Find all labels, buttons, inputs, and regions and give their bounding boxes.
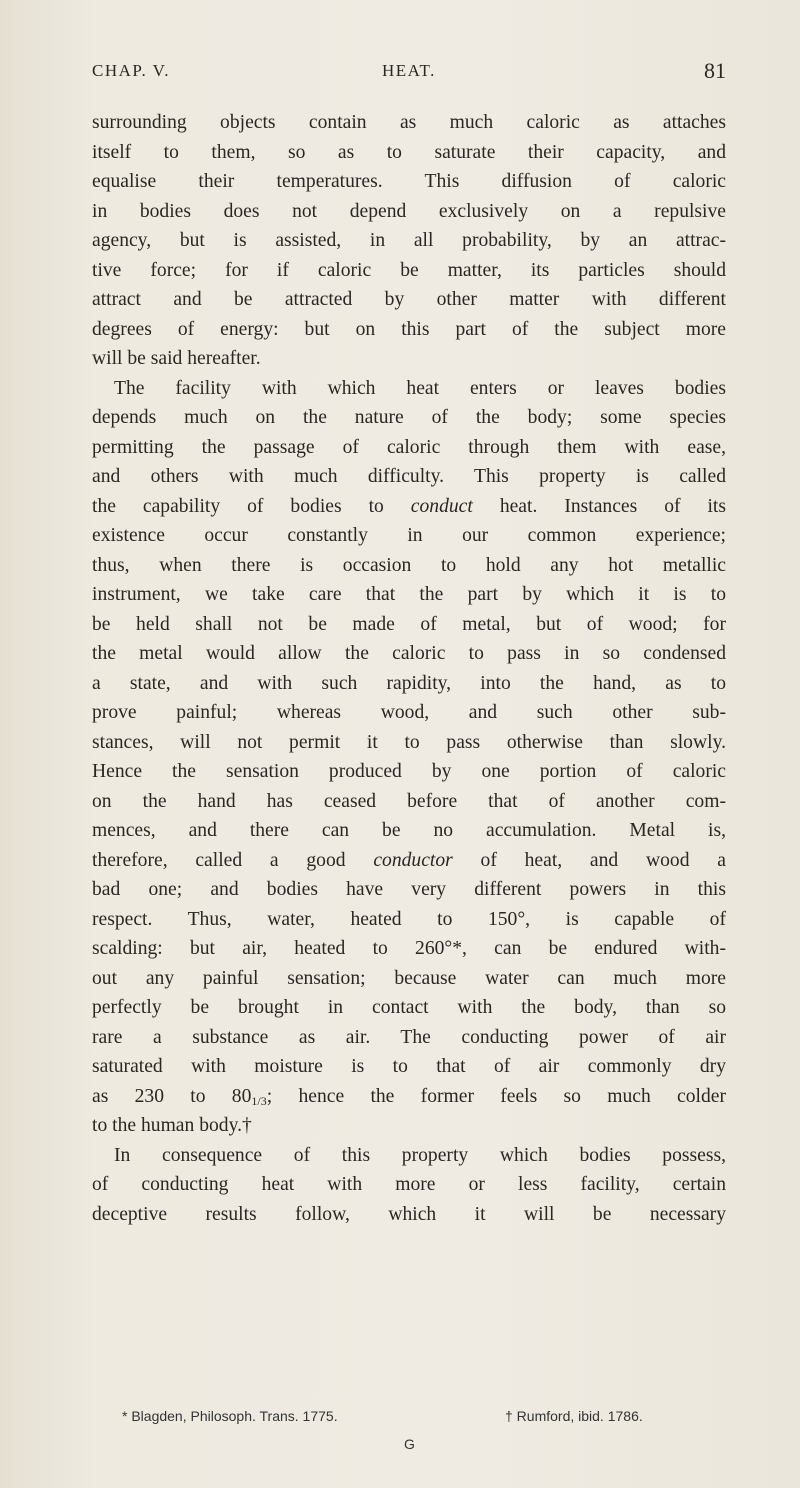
text-line-mixed bbox=[92, 492, 726, 522]
text-line: perfectly be brought in contact with the body, than so bbox=[92, 997, 726, 1018]
text-line: equalise their temperatures. This diffusion of caloric bbox=[92, 171, 726, 192]
text-line: attract and be attracted by other matter with different bbox=[92, 289, 726, 310]
text-segment: the capability of bodies to bbox=[92, 495, 384, 517]
text-line: tive force; for if caloric be matter, its particles should bbox=[92, 259, 726, 281]
text-line: permitting the passage of caloric through them with ease, bbox=[92, 436, 726, 458]
text-line: respect. Thus, water, heated to 150°, is capable of bbox=[92, 908, 726, 930]
running-header bbox=[92, 58, 726, 101]
text-line: agency, but is assisted, in all probability, by an attrac- bbox=[92, 230, 726, 251]
section-title: HEAT. bbox=[382, 61, 436, 80]
text-line-mixed bbox=[92, 1082, 726, 1112]
text-line: a state, and with such rapidity, into the hand, as to bbox=[92, 672, 726, 694]
text-line: in bodies does not depend exclusively on a repulsive bbox=[92, 200, 726, 222]
italic-term-conduct: conduct bbox=[410, 495, 473, 517]
text-segment: ; hence the former feels so much colder bbox=[266, 1085, 726, 1107]
text-line: of conducting heat with more or less facility, certain bbox=[92, 1174, 726, 1195]
text-segment: therefore, called a good bbox=[92, 849, 346, 871]
text-line: degrees of energy: but on this part of the subject more bbox=[92, 318, 726, 340]
text-line: will be said hereafter. bbox=[92, 348, 261, 369]
text-line: existence occur constantly in our common experience; bbox=[92, 525, 726, 546]
text-line: to the human body.† bbox=[92, 1115, 252, 1136]
text-line-mixed bbox=[92, 846, 726, 876]
text-line: bad one; and bodies have very different powers in this bbox=[92, 879, 726, 900]
text-line: and others with much difficulty. This property is called bbox=[92, 466, 726, 487]
text-line: the metal would allow the caloric to pass in so condensed bbox=[92, 643, 726, 664]
fraction: 1/3 bbox=[251, 1093, 267, 1108]
text-line: be held shall not be made of metal, but of wood; for bbox=[92, 613, 726, 635]
text-line: In consequence of this property which bodies possess, bbox=[114, 1144, 726, 1166]
footnote-blagden: * Blagden, Philosoph. Trans. 1775. bbox=[122, 1408, 338, 1424]
footnote-rumford: † Rumford, ibid. 1786. bbox=[505, 1408, 643, 1424]
body-text bbox=[92, 108, 726, 1229]
text-segment: heat. Instances of its bbox=[499, 495, 727, 517]
italic-term-conductor: conductor bbox=[373, 849, 453, 871]
text-line: thus, when there is occasion to hold any hot metallic bbox=[92, 554, 726, 576]
text-line: itself to them, so as to saturate their capacity, and bbox=[92, 141, 726, 163]
text-line: stances, will not permit it to pass otherwise than slowly. bbox=[92, 731, 726, 753]
text-segment: of heat, and wood a bbox=[480, 849, 726, 871]
text-line: depends much on the nature of the body; some species bbox=[92, 407, 726, 428]
text-segment: as 230 to 80 bbox=[92, 1085, 252, 1107]
page-number: 81 bbox=[704, 58, 726, 83]
text-line: surrounding objects contain as much caloric as attaches bbox=[92, 112, 726, 133]
signature-mark: G bbox=[404, 1436, 415, 1452]
text-line: scalding: but air, heated to 260°*, can be endured with- bbox=[92, 938, 726, 959]
text-line: rare a substance as air. The conducting power of air bbox=[92, 1026, 726, 1048]
text-line: prove painful; whereas wood, and such other sub- bbox=[92, 702, 726, 723]
text-line: out any painful sensation; because water can much more bbox=[92, 967, 726, 989]
text-line: mences, and there can be no accumulation. Metal is, bbox=[92, 820, 726, 841]
text-line: saturated with moisture is to that of air commonly dry bbox=[92, 1056, 726, 1077]
text-line: The facility with which heat enters or leaves bodies bbox=[114, 377, 726, 399]
text-line: instrument, we take care that the part by which it is to bbox=[92, 584, 726, 605]
text-line: Hence the sensation produced by one portion of caloric bbox=[92, 761, 726, 782]
text-line: on the hand has ceased before that of another com- bbox=[92, 790, 726, 812]
text-line: deceptive results follow, which it will be necessary bbox=[92, 1203, 726, 1225]
chapter-label: CHAP. V. bbox=[92, 61, 170, 80]
